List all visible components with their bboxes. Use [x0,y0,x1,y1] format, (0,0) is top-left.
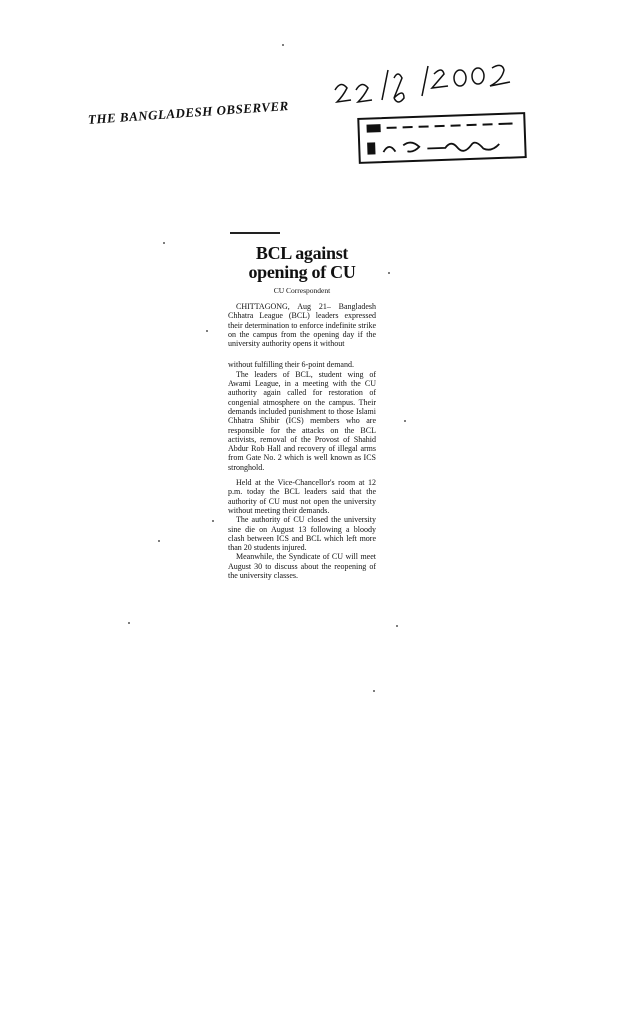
article-body [226,302,378,580]
scan-speck [206,330,208,332]
article-byline: CU Correspondent [273,286,331,295]
scan-speck [212,520,214,522]
article-paragraph-5: Meanwhile, the Syndicate of CU will meet August 30 to discuss about the reopening of the university classes. [228,552,376,581]
headline-line-1: BCL against [255,243,349,263]
newspaper-masthead: THE BANGLADESH OBSERVER [87,97,290,127]
scan-speck [404,420,406,422]
handwritten-date-annotation [330,60,525,108]
handwritten-date-scribble [330,60,525,108]
clipping-top-rule [230,232,280,234]
stamp-graphic [356,111,528,165]
scan-speck [373,690,375,692]
column-break-gap [228,348,376,360]
article-paragraph-4: The authority of CU closed the university sine die on August 13 following a bloody clash between ICS and BCL which left more than 20 students injured. [228,515,376,553]
article-paragraph-3: Held at the Vice-Chancellor's room at 12 p.m. today the BCL leaders said that the authority of CU must not open the university without meeting their demands. [228,478,376,515]
scan-speck [282,44,284,46]
article-paragraph-1: CHITTAGONG, Aug 21– Bangladesh Chhatra League (BCL) leaders expressed their determination to enforce indefinite strike on the campus from the opening day if the university authority opens it without [228,302,376,349]
scan-speck [158,540,160,542]
scan-speck [388,272,390,274]
article-headline [226,244,378,282]
archive-stamp [356,111,528,165]
article-paragraph-2: The leaders of BCL, student wing of Awami League, in a meeting with the CU authority again called for restoration of congenial atmosphere on the campus. Their demands included punishment to those Islami Chhatra Shibir (ICS) members who are responsible for the attacks on the BCL activists, removal of the Provost of Shahid Abdur Rob Hall and recovery of illegal arms from Gate No. 2 which is well known as ICS stronghold. [228,369,376,472]
scan-speck [128,622,130,624]
article-paragraph-1-continued: without fulfilling their 6-point demand. [228,360,354,370]
scan-speck [163,242,165,244]
headline-line-2: opening of CU [248,262,356,282]
newspaper-clipping [226,232,378,580]
scan-speck [396,625,398,627]
